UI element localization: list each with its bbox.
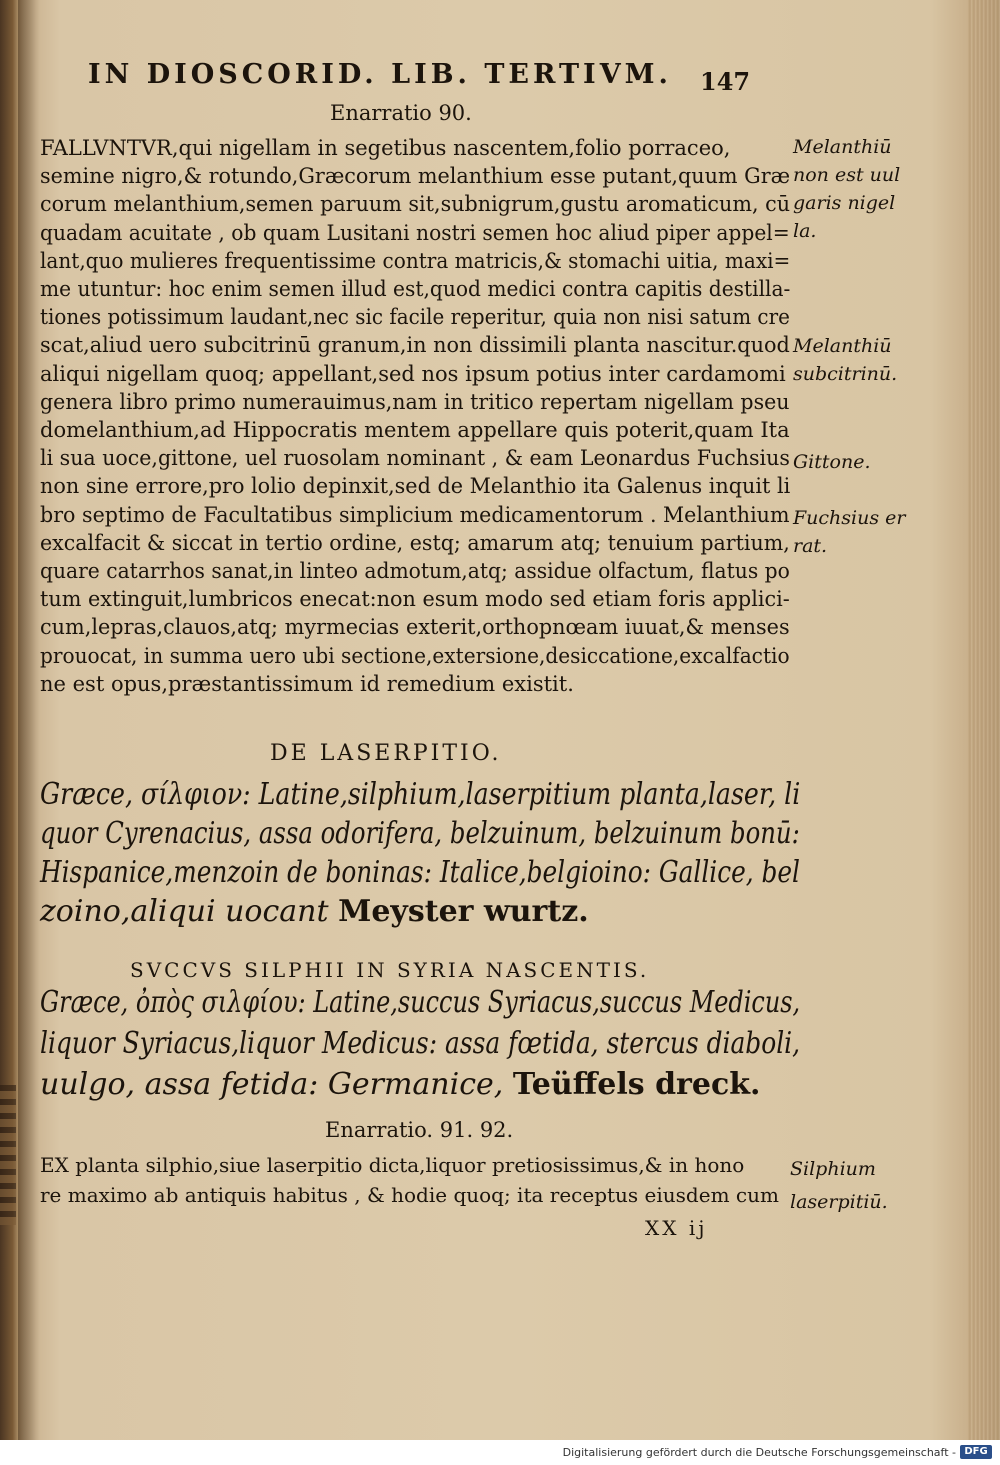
marginal-note: subcitrinū. [793, 363, 898, 385]
marginal-note: la. [793, 220, 817, 242]
text-line: genera libro primo numerauimus,nam in tritico repertam nigellam pseu [40, 389, 790, 414]
marginal-note: Gittone. [793, 451, 871, 473]
text-line: quadam acuitate , ob quam Lusitani nostri semen hoc aliud piper appel= [40, 220, 790, 245]
marginal-note: laserpitiū. [790, 1191, 888, 1213]
text-line: semine nigro,& rotundo,Græcorum melanthium esse putant,quum Græ [40, 164, 791, 189]
text-line: me utuntur: hoc enim semen illud est,quod medici contra capitis destilla- [40, 277, 791, 301]
section-heading-succus-silphii: SVCCVS SILPHII IN SYRIA NASCENTIS. [130, 958, 650, 982]
section-heading-enarratio-91-92: Enarratio. 91. 92. [325, 1118, 514, 1142]
digitization-footer [0, 1440, 1000, 1465]
spine-fragment [0, 1085, 16, 1225]
text-line: tum extinguit,lumbricos enecat:non esum modo sed etiam foris applici- [40, 587, 790, 612]
text-line: Hispanice,menzoin de boninas: Italice,belgioino: Gallice, bel [40, 855, 800, 890]
text-line: Græce, ὀπὸς σιλφίου: Latine,succus Syriacus,succus Medicus, [40, 985, 801, 1020]
page-number: 147 [700, 67, 751, 96]
text-line: liquor Syriacus,liquor Medicus: assa fœtida, stercus diaboli, [40, 1026, 801, 1061]
text-line: domelanthium,ad Hippocratis mentem appellare quis poterit,quam Ita [40, 418, 790, 442]
marginal-note: rat. [793, 535, 828, 557]
dfg-logo: DFG [960, 1445, 992, 1459]
text-line: ne est opus,præstantissimum id remedium existit. [40, 671, 574, 696]
text-line: cum,lepras,clauos,atq; myrmecias exterit,orthopnœam iuuat,& menses [40, 615, 790, 640]
page-edges [968, 0, 1000, 1440]
marginal-note: Silphium [790, 1158, 876, 1180]
text-line: quare catarrhos sanat,in linteo admotum,atq; assidue olfactum, flatus po [40, 559, 790, 583]
section-heading-enarratio-90: Enarratio 90. [330, 101, 472, 125]
text-line: lant,quo mulieres frequentissime contra matricis,& stomachi uitia, maxi= [40, 248, 791, 273]
german-name: Teüffels dreck. [512, 1067, 761, 1102]
german-name: Meyster wurtz. [338, 894, 589, 929]
marginal-note: Fuchsius er [793, 507, 906, 529]
text-line: uulgo, assa fetida: Germanice, Teüffels dreck. [40, 1067, 761, 1102]
gutter-shadow [18, 0, 40, 1440]
text-line: corum melanthium,semen paruum sit,subnigrum,gustu aromaticum, cū [40, 192, 791, 217]
marginal-note: non est uul [793, 164, 901, 186]
funding-note: Digitalisierung gefördert durch die Deutsche Forschungsgemeinschaft - [562, 1446, 956, 1459]
text-line: li sua uoce,gittone, uel ruosolam nominant , & eam Leonardus Fuchsius [40, 446, 790, 471]
text-line: quor Cyrenacius, assa odorifera, belzuinum, belzuinum bonū: [40, 816, 800, 851]
text-line: FALLVNTVR,qui nigellam in segetibus nascentem,folio porraceo, [40, 136, 731, 160]
text-line: non sine errore,pro lolio depinxit,sed de Melanthio ita Galenus inquit li [40, 474, 791, 499]
text-line: tiones potissimum laudant,nec sic facile reperitur, quia non nisi satum cre [40, 305, 790, 330]
signature-mark: XX ij [645, 1216, 708, 1240]
text-line: aliqui nigellam quoq; appellant,sed nos ipsum potius inter cardamomi [40, 361, 786, 386]
text-line: prouocat, in summa uero ubi sectione,extersione,desiccatione,excalfactio [40, 643, 790, 668]
text-line: zoino,aliqui uocant Meyster wurtz. [40, 894, 589, 929]
running-head: IN DIOSCORID. LIB. TERTIVM. [88, 59, 672, 90]
text-line: re maximo ab antiquis habitus , & hodie quoq; ita receptus eiusdem cum [40, 1183, 779, 1207]
marginal-note: Melanthiū [793, 335, 892, 357]
text-line: excalfacit & siccat in tertio ordine, estq; amarum atq; tenuium partium, [40, 530, 790, 555]
text-line: scat,aliud uero subcitrinū granum,in non dissimili planta nascitur.quod [40, 333, 790, 358]
text-line: EX planta silphio,siue laserpitio dicta,liquor pretiosissimus,& in hono [40, 1153, 745, 1177]
marginal-note: Melanthiū [793, 136, 892, 158]
marginal-note: garis nigel [793, 192, 896, 214]
section-heading-laserpitio: DE LASERPITIO. [270, 741, 502, 766]
text-line: bro septimo de Facultatibus simplicium medicamentorum . Melanthium [40, 502, 790, 527]
text-line: Græce, σίλφιον: Latine,silphium,laserpitium planta,laser, li [40, 777, 801, 812]
